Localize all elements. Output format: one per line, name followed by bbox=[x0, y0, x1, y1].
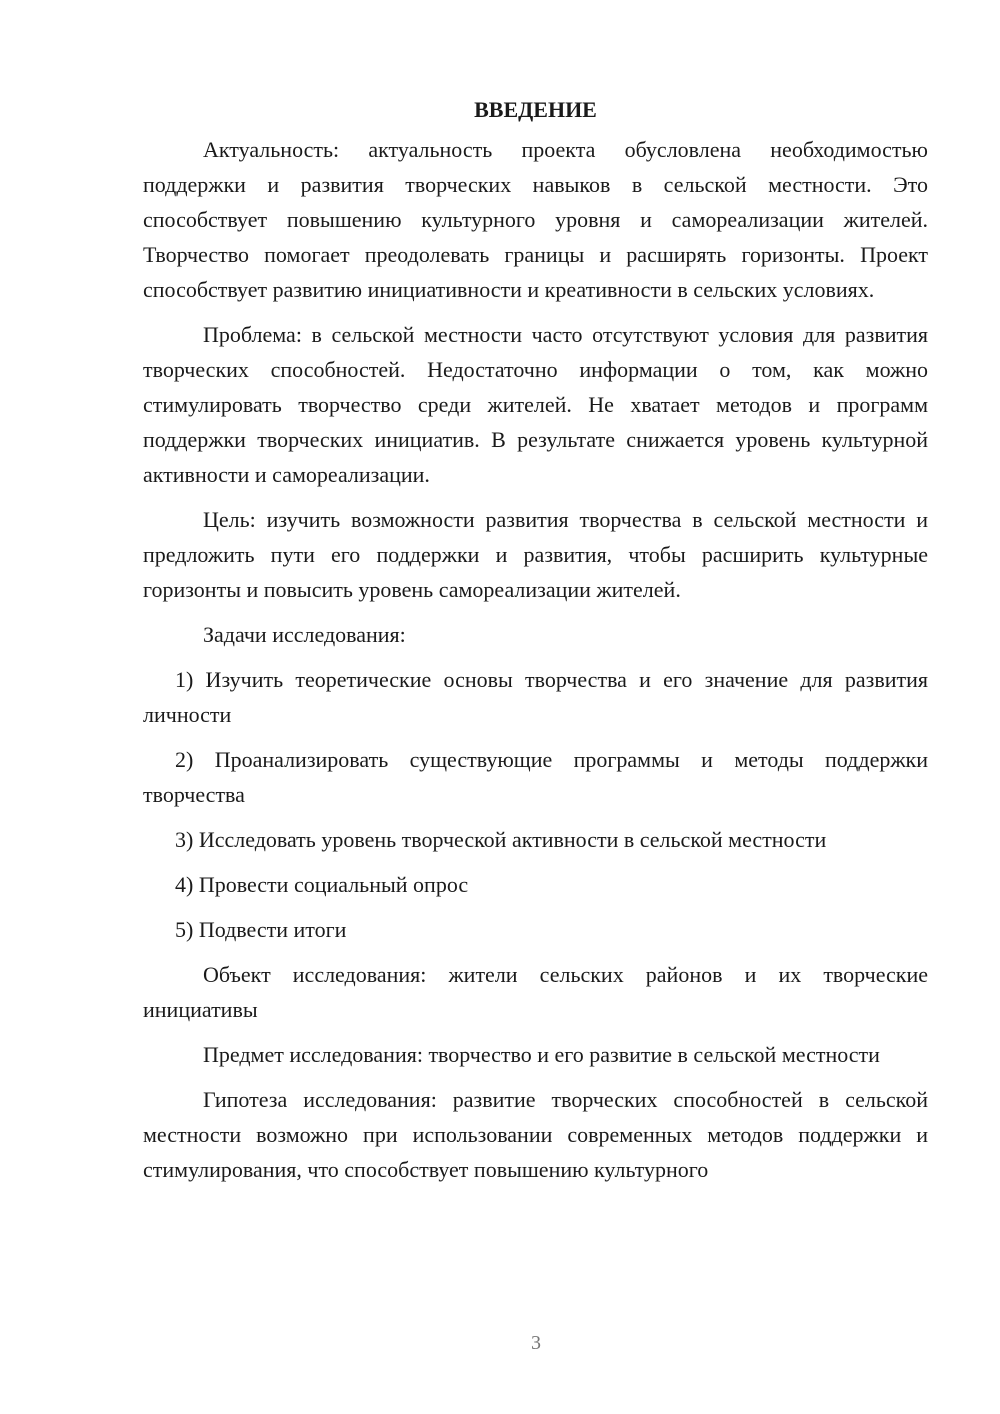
hypothesis-paragraph: Гипотеза исследования: развитие творческих способностей в сельской местности возможно при использовании современных методов поддержки и стимулирования, что способствует повышению культурного bbox=[143, 1087, 928, 1182]
tasks-heading: Задачи исследования: bbox=[203, 622, 406, 647]
object-paragraph: Объект исследования: жители сельских районов и их творческие инициативы bbox=[143, 962, 928, 1022]
goal-paragraph: Цель: изучить возможности развития творчества в сельской местности и предложить пути его поддержки и развития, чтобы расширить культурные горизонты и повысить уровень самореализации жителей. bbox=[143, 507, 928, 602]
task-item-4: 4) Провести социальный опрос bbox=[175, 872, 469, 897]
page-number: 3 bbox=[531, 1332, 541, 1354]
task-item-2: 2) Проанализировать существующие программы и методы поддержки творчества bbox=[143, 747, 928, 807]
task-item-3: 3) Исследовать уровень творческой активности в сельской местности bbox=[175, 827, 827, 852]
task-item-1: 1) Изучить теоретические основы творчества и его значение для развития личности bbox=[143, 667, 928, 727]
page-content bbox=[143, 92, 928, 1197]
task-item-5: 5) Подвести итоги bbox=[175, 917, 347, 942]
section-title: ВВЕДЕНИЕ bbox=[474, 97, 597, 122]
subject-paragraph: Предмет исследования: творчество и его развитие в сельской местности bbox=[203, 1042, 880, 1067]
relevance-paragraph: Актуальность: актуальность проекта обусловлена необходимостью поддержки и развития творческих навыков в сельской местности. Это способствует повышению культурного уровня и самореализации жителей. Творчество помогает преодолевать границы и расширять горизонты. Проект способствует развитию инициативности и креативности в сельских условиях. bbox=[143, 137, 928, 302]
problem-paragraph: Проблема: в сельской местности часто отсутствуют условия для развития творческих способностей. Недостаточно информации о том, как можно стимулировать творчество среди жителей. Не хватает методов и программ поддержки творческих инициатив. В результате снижается уровень культурной активности и самореализации. bbox=[143, 322, 928, 487]
